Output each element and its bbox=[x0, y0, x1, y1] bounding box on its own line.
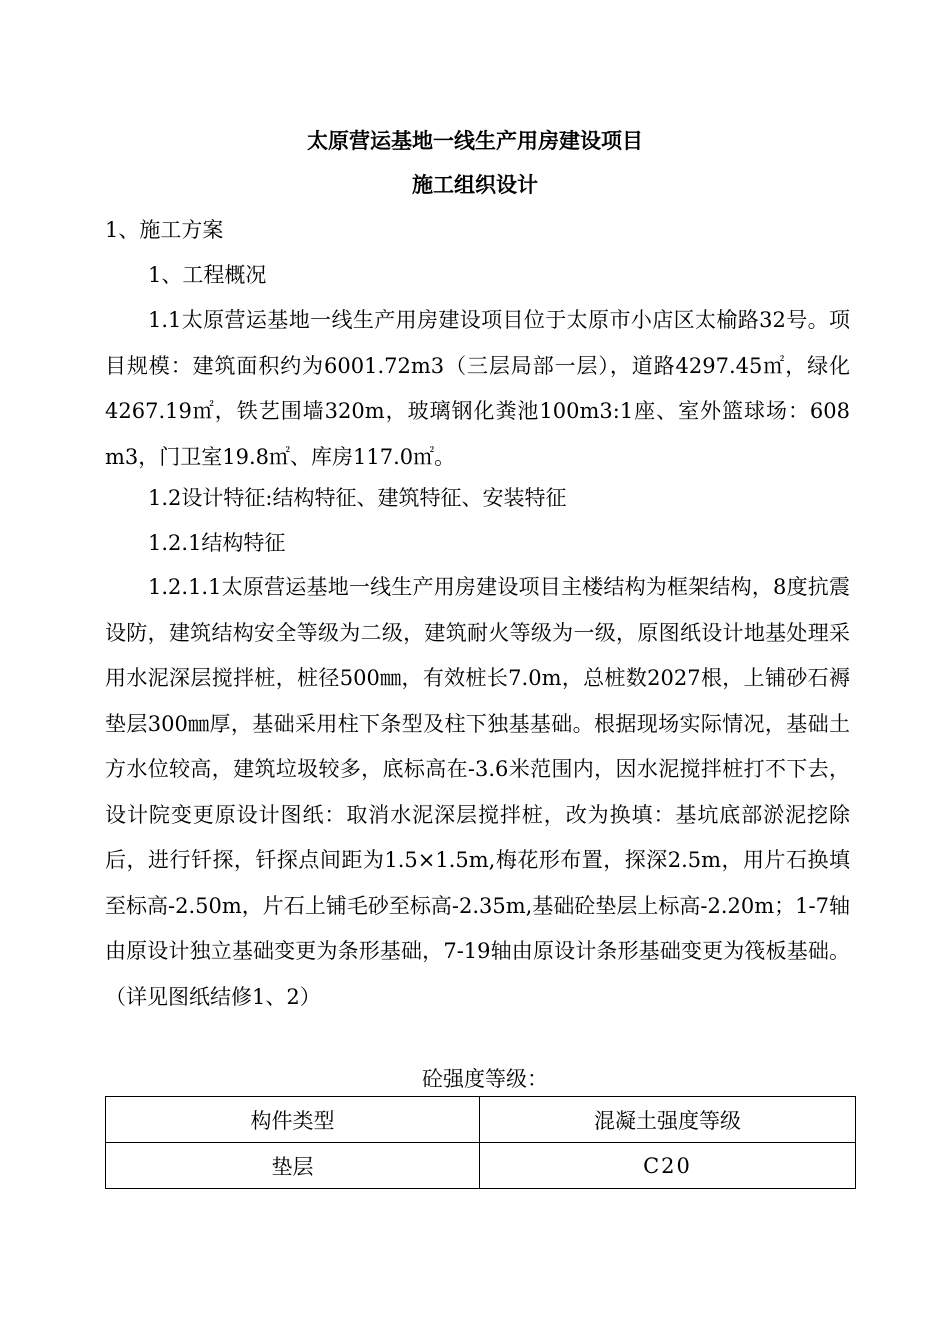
section-heading-project-overview: 1、工程概况 bbox=[148, 263, 267, 287]
paragraph-1-1: 1.1太原营运基地一线生产用房建设项目位于太原市小店区太榆路32号。项目规模：建筑面积约为6001.72m3（三层局部一层），道路4297.45㎡，绿化4267.19㎡，铁艺围墙320m，玻璃钢化粪池100m3:1座、室外篮球场：608 m3，门卫室19.8㎡、库房117.0㎡。 bbox=[105, 308, 850, 469]
paragraph-1-2-1-1: 1.2.1.1太原营运基地一线生产用房建设项目主楼结构为框架结构，8度抗震设防，建筑结构安全等级为二级，建筑耐火等级为一级，原图纸设计地基处理采用水泥深层搅拌桩，桩径500㎜，有效桩长7.0m，总桩数2027根，上铺砂石褥垫层300㎜厚，基础采用柱下条型及柱下独基基础。根据现场实际情况，基础土方水位较高，建筑垃圾较多，底标高在-3.6米范围内，因水泥搅拌桩打不下去，设计院变更原设计图纸：取消水泥深层搅拌桩，改为换填：基坑底部淤泥挖除后，进行钎探，钎探点间距为1.5×1.5m,梅花形布置，探深2.5m，用片石换填至标高-2.50m，片石上铺毛砂至标高-2.35m,基础砼垫层上标高-2.20m；1-7轴由原设计独立基础变更为条形基础，7-19轴由原设计条形基础变更为筏板基础。（详见图纸结修1、2） bbox=[105, 575, 850, 1009]
table-cell: 垫层 bbox=[106, 1143, 480, 1189]
table-cell: C20 bbox=[480, 1143, 856, 1189]
table-header-cell: 构件类型 bbox=[106, 1097, 480, 1143]
paragraph-1-2: 1.2设计特征:结构特征、建筑特征、安装特征 bbox=[148, 486, 567, 510]
section-heading-construction-plan: 1、施工方案 bbox=[105, 218, 224, 242]
table-row bbox=[106, 1143, 856, 1189]
table-header-row bbox=[106, 1097, 856, 1143]
table-caption: 砼强度等级： bbox=[422, 1067, 548, 1091]
document-title: 太原营运基地一线生产用房建设项目 bbox=[307, 129, 643, 153]
document-subtitle: 施工组织设计 bbox=[412, 173, 538, 197]
table-header-cell: 混凝土强度等级 bbox=[480, 1097, 856, 1143]
concrete-grade-table bbox=[105, 1096, 856, 1189]
paragraph-1-2-1: 1.2.1结构特征 bbox=[148, 531, 286, 555]
